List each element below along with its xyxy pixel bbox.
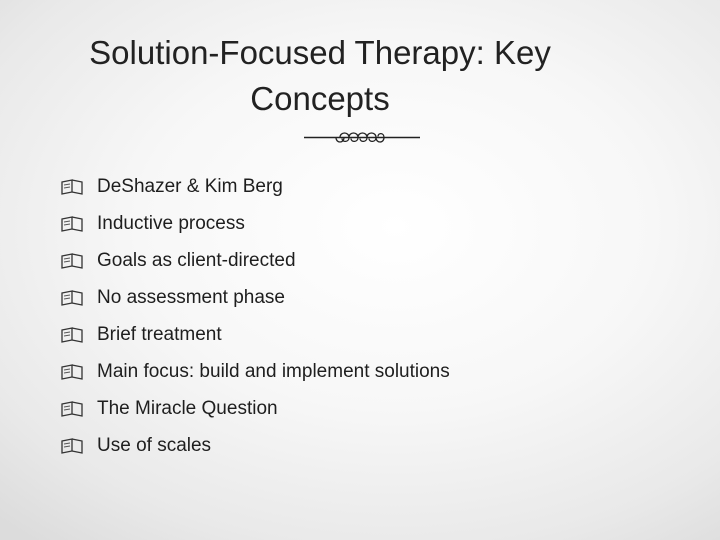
bullet-text: Use of scales <box>97 434 212 456</box>
bullet-text: Brief treatment <box>97 323 222 345</box>
list-item <box>60 242 450 279</box>
bullet-text: Goals as client-directed <box>97 249 296 271</box>
bullet-list <box>60 168 450 464</box>
scroll-ornament-divider <box>300 124 424 152</box>
bullet-text: Main focus: build and implement solutions <box>97 360 450 382</box>
bullet-text: Inductive process <box>97 212 245 234</box>
book-outline-icon <box>60 216 86 232</box>
book-outline-icon <box>60 327 86 343</box>
book-outline-icon <box>60 401 86 417</box>
list-item <box>60 390 450 427</box>
list-item <box>60 279 450 316</box>
bullet-text: The Miracle Question <box>97 397 278 419</box>
list-item <box>60 205 450 242</box>
slide-title-line-1: Solution-Focused Therapy: Key <box>89 34 551 71</box>
list-item <box>60 168 450 205</box>
slide-title-line-2: Concepts <box>250 80 390 117</box>
book-outline-icon <box>60 364 86 380</box>
list-item <box>60 353 450 390</box>
book-outline-icon <box>60 438 86 454</box>
bullet-text: DeShazer & Kim Berg <box>97 175 283 197</box>
list-item <box>60 427 450 464</box>
book-outline-icon <box>60 253 86 269</box>
list-item <box>60 316 450 353</box>
book-outline-icon <box>60 290 86 306</box>
book-outline-icon <box>60 179 86 195</box>
bullet-text: No assessment phase <box>97 286 285 308</box>
slide-title <box>40 30 600 122</box>
